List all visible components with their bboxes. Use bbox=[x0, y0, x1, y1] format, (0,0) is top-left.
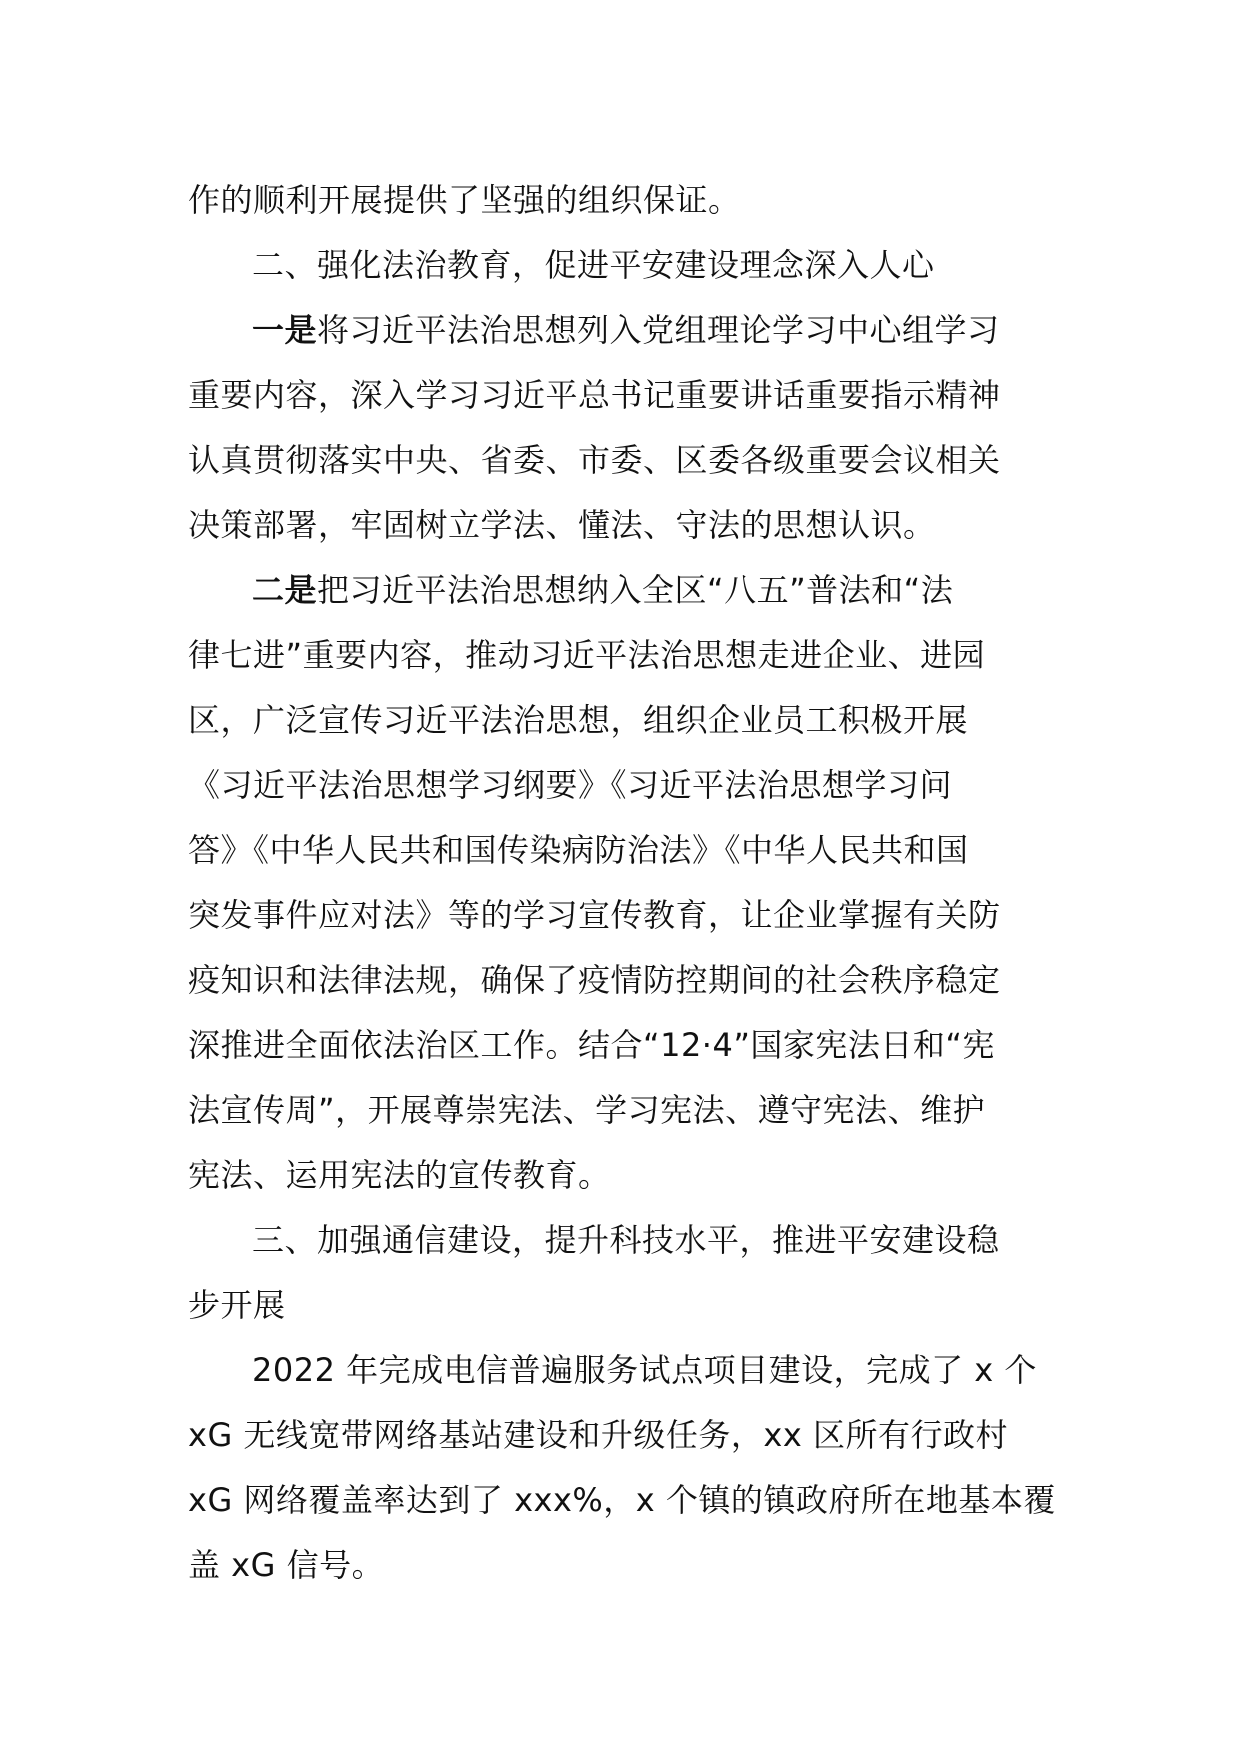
text-line-13 bbox=[188, 1013, 1058, 1078]
line-lead: 一是 bbox=[252, 311, 318, 349]
line-text: 答》《中华人民共和国传染病防治法》《中华人民共和国 bbox=[188, 831, 969, 869]
line-text: 突发事件应对法》等的学习宣传教育，让企业掌握有关防 bbox=[188, 896, 1001, 934]
text-line-12 bbox=[188, 948, 1058, 1013]
line-text: xG 网络覆盖率达到了 xxx%，x 个镇的镇政府所在地基本覆 bbox=[188, 1481, 1056, 1519]
text-line-4 bbox=[188, 428, 1058, 493]
line-text: 2022 年完成电信普遍服务试点项目建设，完成了 x 个 bbox=[252, 1351, 1037, 1389]
line-text: 把习近平法治思想纳入全区“八五”普法和“法 bbox=[317, 571, 954, 609]
line-text: xG 无线宽带网络基站建设和升级任务，xx 区所有行政村 bbox=[188, 1416, 1008, 1454]
line-text: 宪法、运用宪法的宣传教育。 bbox=[188, 1156, 611, 1194]
section-heading-3 bbox=[188, 1208, 1058, 1273]
text-line-9 bbox=[188, 753, 1058, 818]
text-line-8 bbox=[188, 688, 1058, 753]
text-line-7 bbox=[188, 623, 1058, 688]
text-line-20 bbox=[188, 1468, 1058, 1533]
line-text: 步开展 bbox=[188, 1286, 286, 1324]
text-line-19 bbox=[188, 1403, 1058, 1468]
text-line-11 bbox=[188, 883, 1058, 948]
line-text: 律七进”重要内容，推动习近平法治思想走进企业、进园 bbox=[188, 636, 986, 674]
line-text: 疫知识和法律法规，确保了疫情防控期间的社会秩序稳定 bbox=[188, 961, 1001, 999]
text-line-10 bbox=[188, 818, 1058, 883]
line-text: 作的顺利开展提供了坚强的组织保证。 bbox=[188, 181, 741, 219]
text-line-6 bbox=[188, 558, 1058, 623]
text-line-0 bbox=[188, 168, 1058, 233]
line-text: 认真贯彻落实中央、省委、市委、区委各级重要会议相关 bbox=[188, 441, 1001, 479]
text-line-21 bbox=[188, 1533, 1058, 1598]
line-text: 《习近平法治思想学习纲要》《习近平法治思想学习问 bbox=[188, 766, 953, 804]
text-line-5 bbox=[188, 493, 1058, 558]
line-text: 法宣传周”，开展尊崇宪法、学习宪法、遵守宪法、维护 bbox=[188, 1091, 986, 1129]
line-text: 决策部署，牢固树立学法、懂法、守法的思想认识。 bbox=[188, 506, 936, 544]
line-text: 重要内容，深入学习习近平总书记重要讲话重要指示精神 bbox=[188, 376, 1001, 414]
line-text: 二、强化法治教育，促进平安建设理念深入人心 bbox=[252, 246, 935, 284]
text-line-15 bbox=[188, 1143, 1058, 1208]
text-line-2 bbox=[188, 298, 1058, 363]
text-line-3 bbox=[188, 363, 1058, 428]
text-line-18 bbox=[188, 1338, 1058, 1403]
section-heading-3-cont bbox=[188, 1273, 1058, 1338]
section-heading-2 bbox=[188, 233, 1058, 298]
line-text: 区，广泛宣传习近平法治思想，组织企业员工积极开展 bbox=[188, 701, 969, 739]
line-lead: 二是 bbox=[252, 571, 318, 609]
document-body bbox=[188, 168, 1058, 1598]
line-text: 三、加强通信建设，提升科技水平，推进平安建设稳 bbox=[252, 1221, 1000, 1259]
line-text: 深推进全面依法治区工作。结合“12·4”国家宪法日和“宪 bbox=[188, 1026, 995, 1064]
line-text: 将习近平法治思想列入党组理论学习中心组学习 bbox=[317, 311, 1000, 349]
text-line-14 bbox=[188, 1078, 1058, 1143]
line-text: 盖 xG 信号。 bbox=[188, 1546, 385, 1584]
